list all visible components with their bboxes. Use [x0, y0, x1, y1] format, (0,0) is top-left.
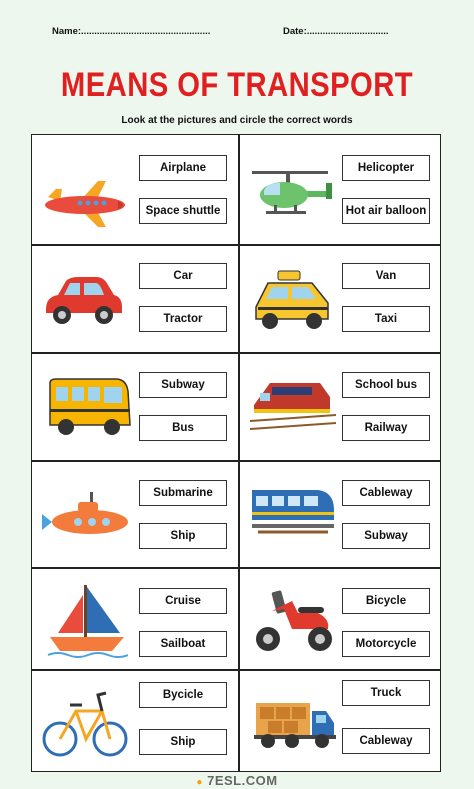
page-title: MEANS OF TRANSPORT — [60, 66, 414, 104]
option-word[interactable]: Ship — [139, 729, 227, 755]
sailboat-icon — [46, 581, 128, 659]
option-word[interactable]: Ship — [139, 523, 227, 549]
option-word[interactable]: Car — [139, 263, 227, 289]
option-word[interactable]: Van — [342, 263, 430, 289]
option-word[interactable]: Tractor — [139, 306, 227, 332]
school-bus-icon — [46, 375, 132, 441]
taxi-icon — [248, 267, 334, 333]
option-word[interactable]: Hot air balloon — [342, 198, 430, 224]
date-field-label: Date:............................... — [283, 26, 389, 37]
row-divider — [32, 460, 440, 462]
option-word[interactable]: Cableway — [342, 480, 430, 506]
option-word[interactable]: Subway — [342, 523, 430, 549]
worksheet-grid — [31, 134, 441, 772]
option-word[interactable]: Bicycle — [342, 588, 430, 614]
row-divider — [32, 352, 440, 354]
brand-name: 7ESL.COM — [207, 773, 278, 788]
option-word[interactable]: Bycicle — [139, 682, 227, 708]
option-word[interactable]: Helicopter — [342, 155, 430, 181]
helicopter-icon — [246, 165, 336, 225]
airplane-icon — [40, 175, 130, 231]
option-word[interactable]: Space shuttle — [139, 198, 227, 224]
car-icon — [42, 273, 124, 327]
row-divider — [32, 567, 440, 569]
option-word[interactable]: School bus — [342, 372, 430, 398]
option-word[interactable]: Submarine — [139, 480, 227, 506]
option-word[interactable]: Taxi — [342, 306, 430, 332]
option-word[interactable]: Truck — [342, 680, 430, 706]
option-word[interactable]: Cruise — [139, 588, 227, 614]
scooter-icon — [252, 585, 336, 657]
option-word[interactable]: Subway — [139, 372, 227, 398]
name-field-label: Name:................................................. — [52, 26, 211, 37]
logo-mark-icon: ● — [196, 777, 203, 788]
option-word[interactable]: Motorcycle — [342, 631, 430, 657]
truck-icon — [252, 695, 338, 751]
option-word[interactable]: Bus — [139, 415, 227, 441]
submarine-icon — [40, 490, 132, 540]
instructions: Look at the pictures and circle the correct words — [121, 115, 353, 126]
option-word[interactable]: Cableway — [342, 728, 430, 754]
train-icon — [250, 375, 338, 437]
footer-logo — [0, 773, 474, 788]
option-word[interactable]: Airplane — [139, 155, 227, 181]
row-divider — [32, 244, 440, 246]
option-word[interactable]: Sailboat — [139, 631, 227, 657]
subway-train-icon — [248, 480, 338, 538]
option-word[interactable]: Railway — [342, 415, 430, 441]
bicycle-icon — [42, 681, 130, 761]
row-divider — [32, 669, 440, 671]
column-divider — [238, 135, 240, 771]
